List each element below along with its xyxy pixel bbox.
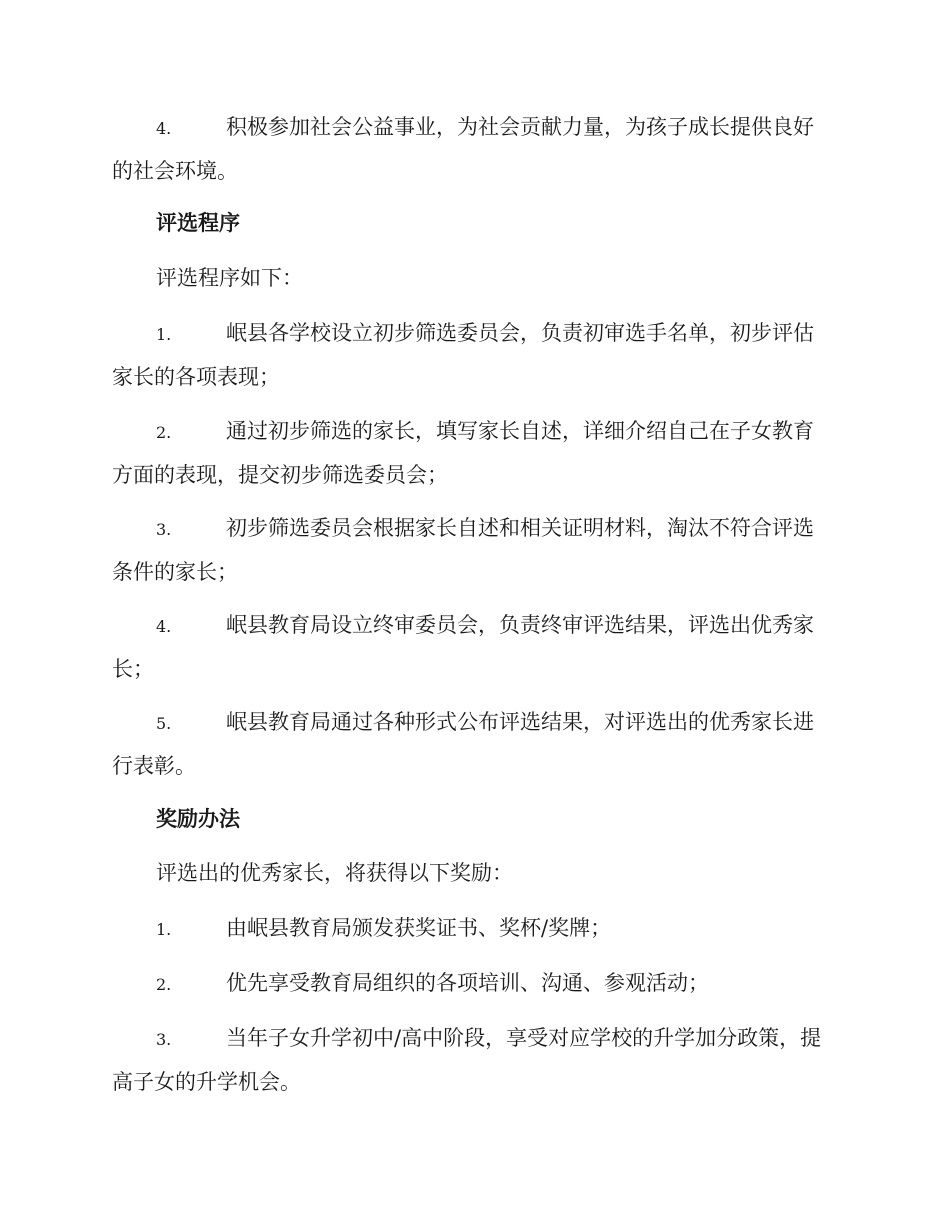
list-item <box>112 907 611 951</box>
section-intro-selection: 评选程序如下： <box>156 266 303 290</box>
list-item-text: 通过初步筛选的家长，填写家长自述，详细介绍自己在子女教育方面的表现，提交初步筛选委员会； <box>112 419 814 487</box>
list-item <box>112 701 834 787</box>
list-item-number: 3. <box>156 520 172 539</box>
list-item-number: 2. <box>156 975 172 994</box>
list-item-number: 1. <box>156 920 172 939</box>
list-item-text: 优先享受教育局组织的各项培训、沟通、参观活动； <box>226 971 709 995</box>
list-item <box>112 604 834 690</box>
list-item <box>112 410 834 496</box>
list-item-text: 当年子女升学初中/高中阶段，享受对应学校的升学加分政策，提高子女的升学机会。 <box>112 1026 822 1094</box>
list-item <box>112 507 834 593</box>
list-item-number: 1. <box>156 325 172 344</box>
list-item-text: 初步筛选委员会根据家长自述和相关证明材料，淘汰不符合评选条件的家长； <box>112 516 814 584</box>
list-item-text: 岷县各学校设立初步筛选委员会，负责初审选手名单，初步评估家长的各项表现； <box>112 321 814 389</box>
list-item-text: 岷县教育局设立终审委员会，负责终审评选结果，评选出优秀家长； <box>112 613 814 681</box>
section-heading-selection: 评选程序 <box>156 210 240 235</box>
list-item-number: 4. <box>156 119 172 138</box>
list-item-number: 5. <box>156 714 172 733</box>
list-item-text: 岷县教育局通过各种形式公布评选结果，对评选出的优秀家长进行表彰。 <box>112 710 814 778</box>
list-item-number: 4. <box>156 617 172 636</box>
list-item <box>112 1017 834 1103</box>
section-intro-rewards: 评选出的优秀家长，将获得以下奖励： <box>156 861 513 885</box>
list-item-number: 3. <box>156 1030 172 1049</box>
list-item <box>112 962 709 1006</box>
list-item <box>112 106 834 192</box>
list-item-text: 由岷县教育局颁发获奖证书、奖杯/奖牌； <box>226 916 612 940</box>
list-item-text: 积极参加社会公益事业，为社会贡献力量，为孩子成长提供良好的社会环境。 <box>112 115 814 183</box>
section-heading-rewards: 奖励办法 <box>156 806 240 831</box>
list-item <box>112 312 834 398</box>
list-item-number: 2. <box>156 423 172 442</box>
